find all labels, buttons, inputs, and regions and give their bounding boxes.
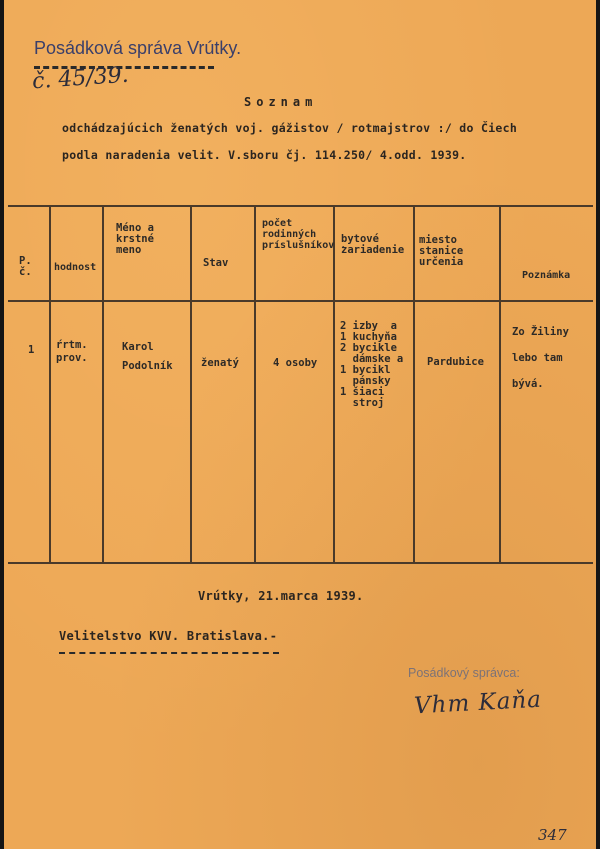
header-household: bytové zariadenie <box>341 233 405 256</box>
title-line-2: podla naradenia velit. V.sboru čj. 114.250/ 4.odd. 1939. <box>62 148 467 162</box>
table-divider <box>413 205 415 562</box>
header-name: Méno a krstné meno <box>116 222 154 256</box>
signature-stamp: Posádkový správca: <box>408 666 520 680</box>
addressee: Velitelstvo KVV. Bratislava.- <box>59 629 278 643</box>
office-stamp: Posádková správa Vrútky. <box>34 38 242 58</box>
header-status: Stav <box>203 257 229 269</box>
document-page <box>4 0 596 849</box>
table-header-border <box>8 300 593 302</box>
row-name: Karol Podolník <box>122 341 173 372</box>
row-remarks: Zo Žiliny lebo tam bývá. <box>512 326 569 390</box>
table-top-border <box>8 205 593 207</box>
table-divider <box>333 205 335 562</box>
table-divider <box>254 205 256 562</box>
header-destination: miesto stanice určenia <box>419 234 464 268</box>
header-family-count: počet rodinných príslušníkov . <box>262 218 347 251</box>
table-divider <box>499 205 501 562</box>
title-line-1: odchádzajúcich ženatých voj. gážistov / rotmajstrov :/ do Čiech <box>62 121 518 135</box>
table-bottom-border <box>8 562 593 564</box>
row-number: 1 <box>28 344 35 356</box>
table-divider <box>49 205 51 562</box>
signature: Vhm Kaňa <box>413 686 543 720</box>
table-divider <box>190 205 192 562</box>
row-status: ženatý <box>201 357 239 369</box>
document-title: Soznam <box>244 95 318 109</box>
table-divider <box>102 205 104 562</box>
row-rank: ŕrtm. prov. <box>56 339 88 364</box>
page-number: 347 <box>538 826 567 844</box>
reference-number: č. 45/39. <box>31 62 130 95</box>
header-number: P. č. <box>19 255 32 278</box>
place-date: Vrútky, 21.marca 1939. <box>198 589 364 603</box>
row-household: 2 izby a 1 kuchyňa 2 bycikle dámske a 1 bycikl pánsky 1 šiaci stroj <box>340 320 404 409</box>
header-rank: hodnost <box>54 262 97 273</box>
header-remarks: Poznámka <box>522 270 571 281</box>
row-family-count: 4 osoby <box>273 357 318 369</box>
row-destination: Pardubice <box>427 356 484 368</box>
addressee-underline <box>59 652 279 654</box>
